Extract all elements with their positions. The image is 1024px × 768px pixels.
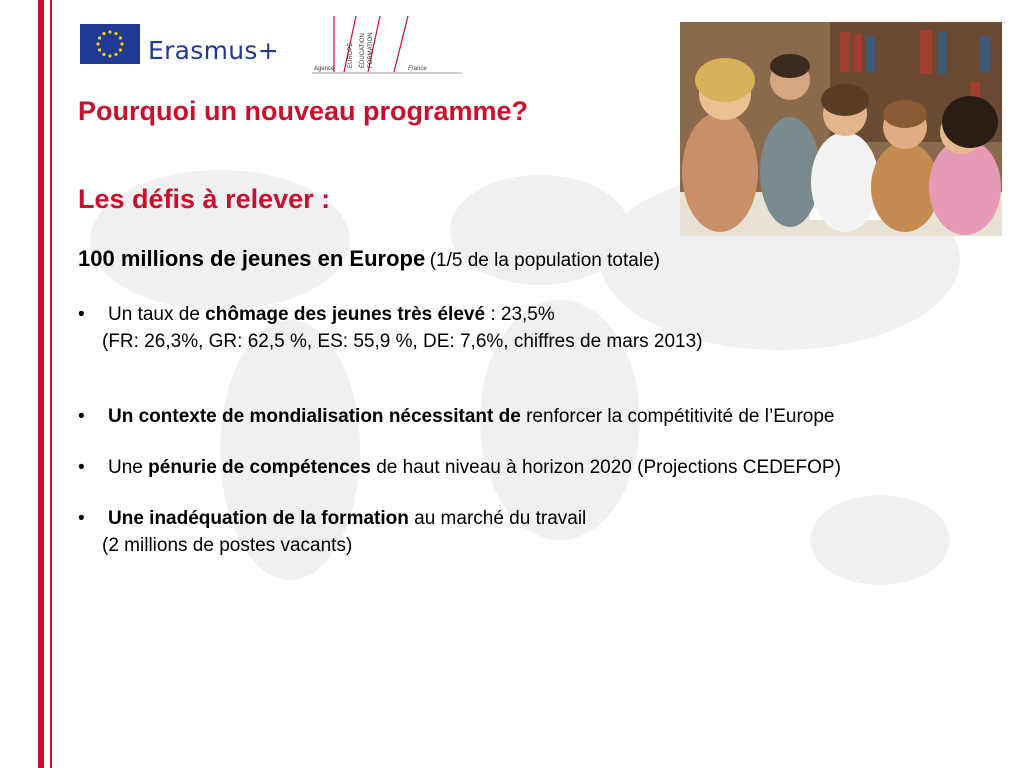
svg-text:EUROPE: EUROPE [348,42,354,68]
headline [78,246,660,272]
bullet-glyph: • [78,406,85,427]
bullet-glyph: • [78,457,85,478]
bullet-text-bold: chômage des jeunes très élevé [205,304,486,325]
bullet-item [78,455,841,482]
agence-europe-education-formation-logo [312,12,464,76]
bullet-text-bold: Un contexte de mondialisation nécessitant de [108,406,521,427]
bullet-glyph: • [78,508,85,529]
bullet-text-post: renforcer la compétitivité de l’Europe [520,406,835,427]
students-group-photo [680,22,1002,236]
headline-strong: 100 millions de jeunes en Europe [78,246,426,271]
svg-text:FORMATION: FORMATION [368,32,374,68]
bullet-subline: (FR: 26,3%, GR: 62,5 %, ES: 55,9 %, DE: 7,6%, chiffres de mars 2013) [102,330,703,352]
bullet-text-post: : 23,5% [485,304,555,325]
bullet-text-post: au marché du travail [408,508,587,529]
bullet-subline: (2 millions de postes vacants) [102,534,353,556]
bullet-text-bold: pénurie de compétences [148,457,371,478]
left-red-rail [38,0,44,768]
eu-flag-logo [80,24,140,64]
erasmus-plus-logo-text: Erasmus+ [148,36,279,65]
bullet-text-bold: Une inadéquation de la formation [108,508,409,529]
bullet-item [78,404,834,431]
bullet-item [78,506,586,559]
slide-subtitle: Les défis à relever : [78,184,331,214]
headline-note: (1/5 de la population totale) [429,250,660,271]
bullet-text-pre: Une [108,457,149,478]
svg-text:ÉDUCATION: ÉDUCATION [360,33,366,68]
svg-text:Agence: Agence [314,66,335,72]
bullet-item [78,302,703,355]
slide-title: Pourquoi un nouveau programme? [78,96,529,126]
bullet-text-post: de haut niveau à horizon 2020 (Projections CEDEFOP) [370,457,841,478]
left-red-rail-thin [50,0,52,768]
bullet-glyph: • [78,304,85,325]
bullet-text-pre: Un taux de [108,304,206,325]
svg-text:France: France [408,66,427,72]
